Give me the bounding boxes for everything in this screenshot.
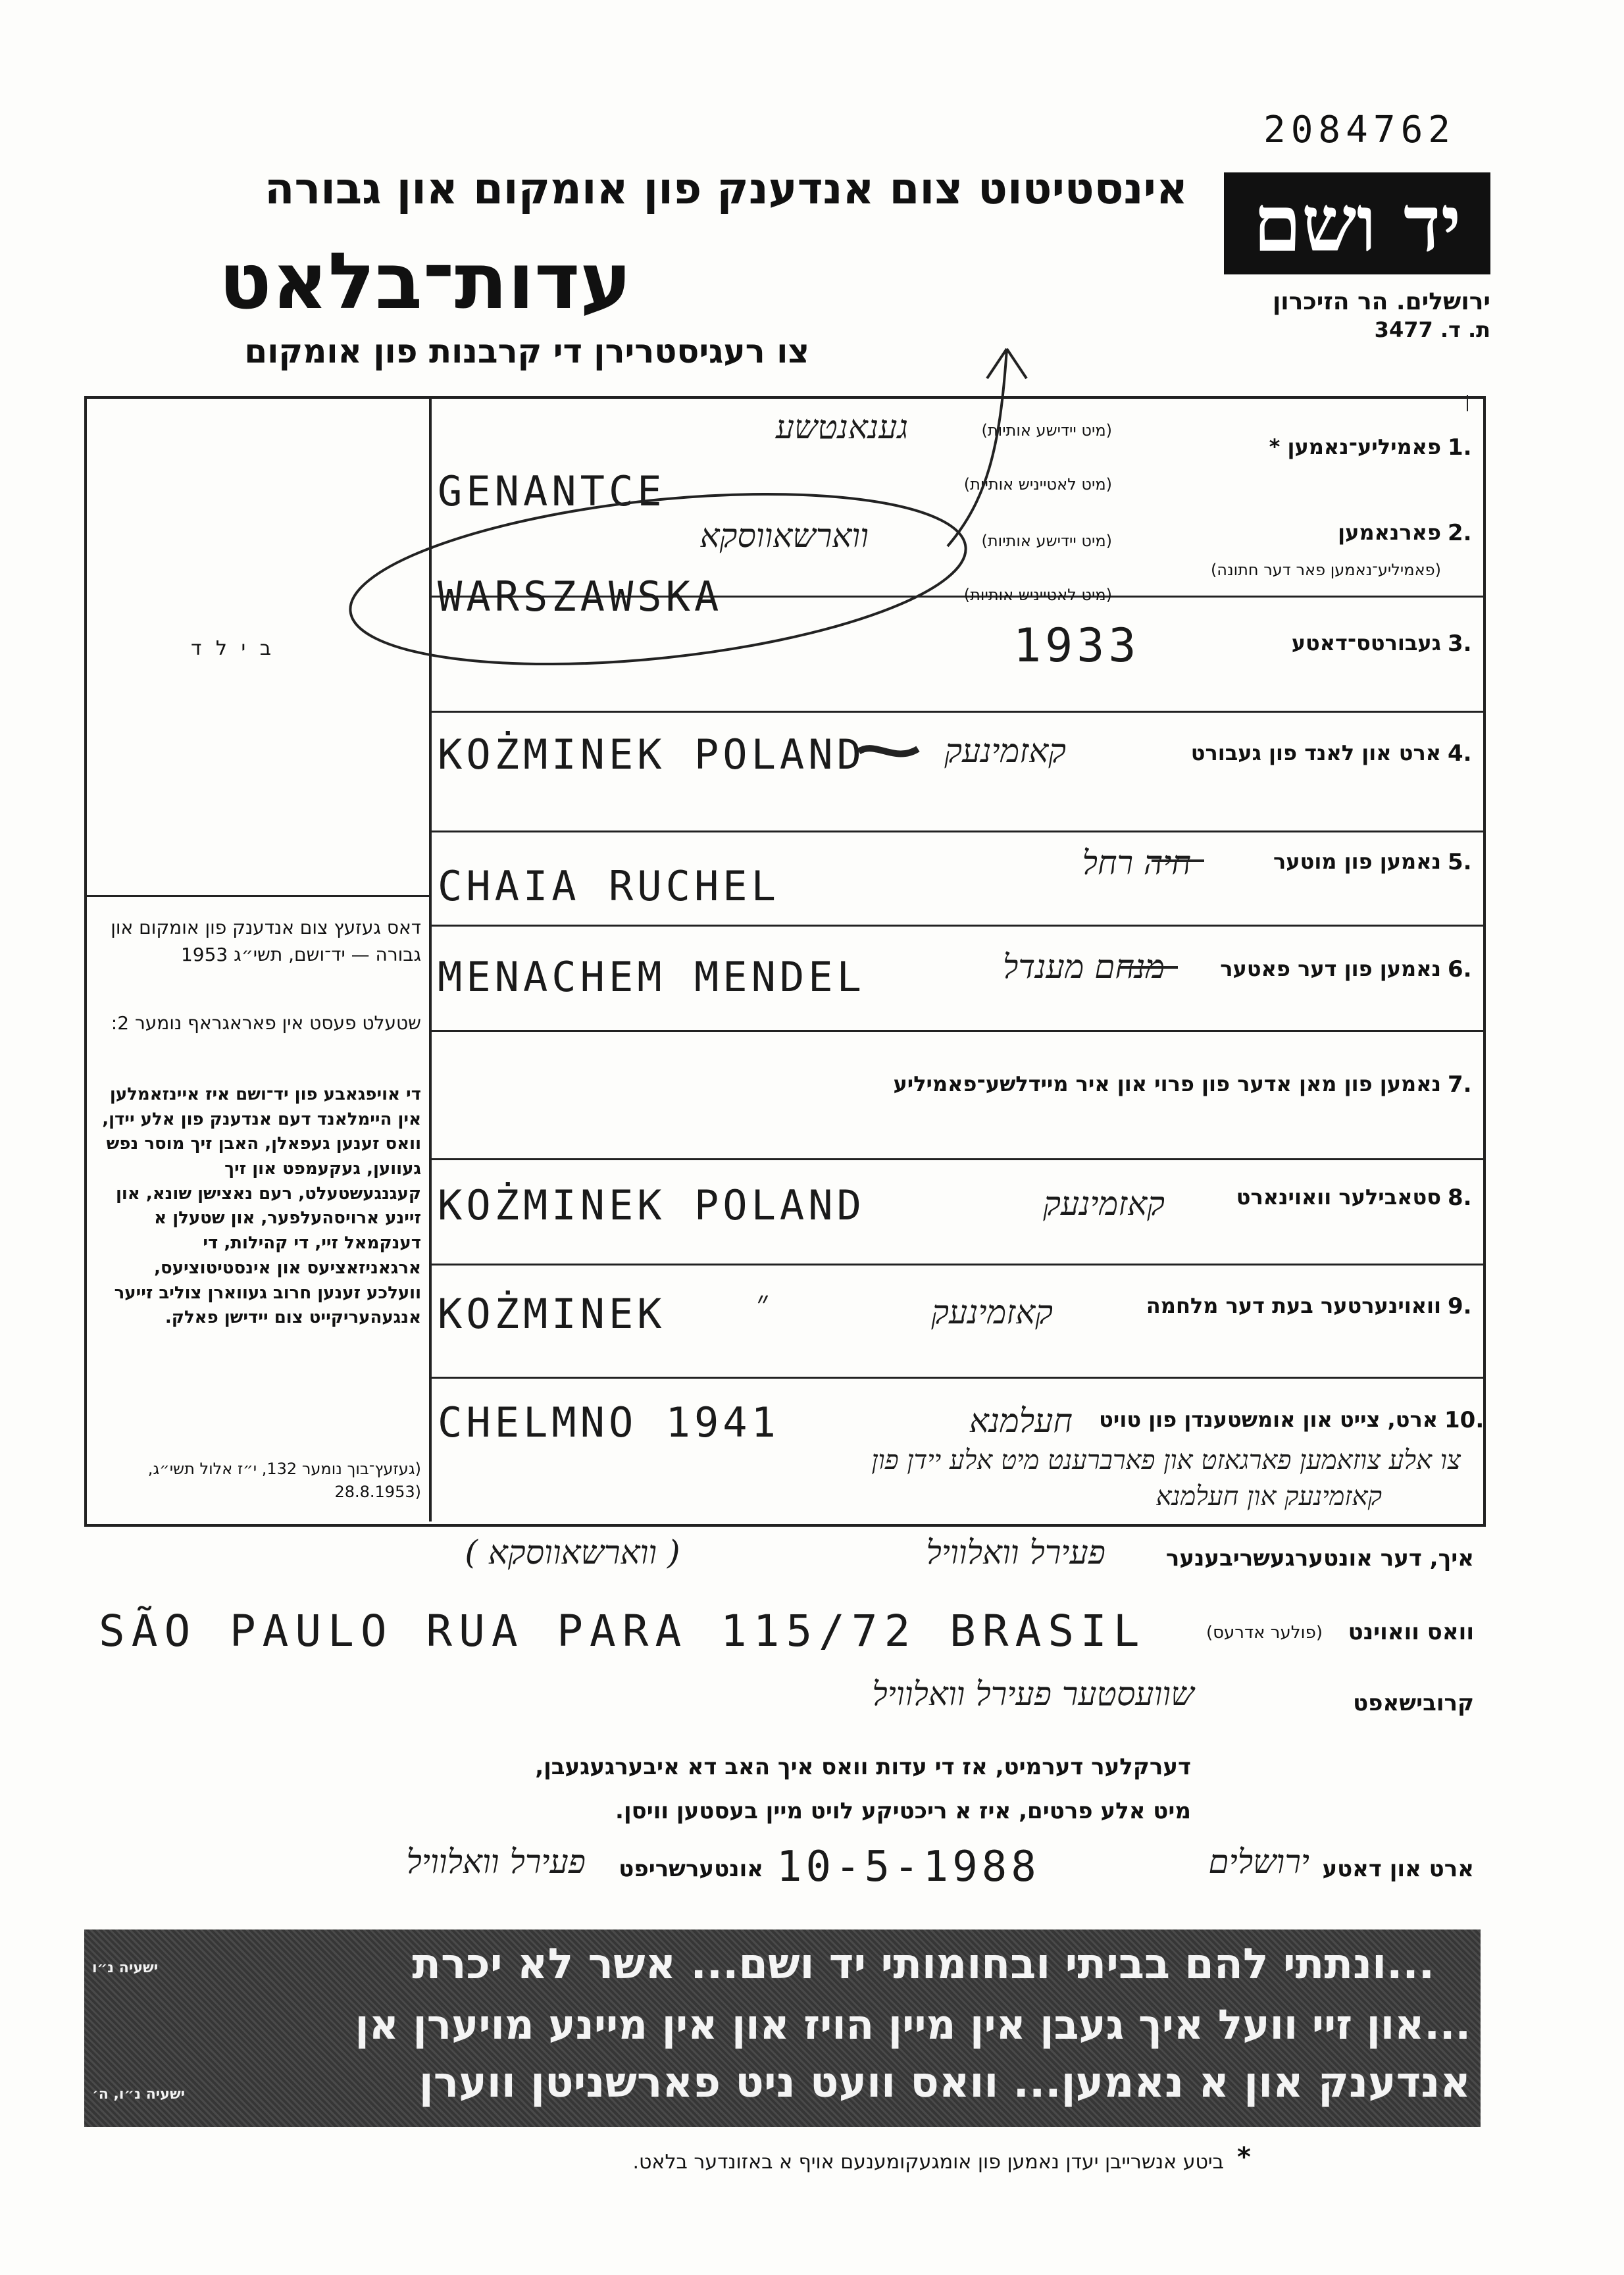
field-4-value-yiddish: קאזמינעק [944,732,1066,770]
field-6-value-yiddish: מנחם מענדל [1003,948,1165,986]
field-9-value-latin: KOŻMINEK [438,1290,666,1338]
field-1-value-yiddish: גענאנטשע [775,408,908,446]
field-10-number: 10. [1444,1407,1484,1433]
field-2-note: (פאמיליע־נאמען פאר דער חתונה) [1210,561,1441,579]
law-note-para3: די אויפגאבע פון יד־ושם איז איינזאמלען אין היימלאנד דעם אנדענק פון אלע יידן, וואס זענען געפאלן, האבן זיך מוסר נפש געווען, געקעמפט און זיך קעגנגעשטעלט, רעם נאצישן שונא, און זיינע ארויסהעלפער, און שטעלן א דענקמאל זיי, די קהילות, די ארגאניזאציעס און אינסטיטוציעס, וועלכע זענען חרוב געווארן צוליב זייער אנגעהעריקייט צום יידישן פאלק. [102,1085,421,1328]
relation-label: קרובישאפט [1353,1690,1474,1716]
field-1-sub-latin: (מיט לאטייניש אותיות) [963,475,1112,494]
field-5-label: נאמען פון מוטער [1273,849,1441,874]
quote-ref3: ישעיה נ״ו, ה׳ [92,2086,186,2103]
field-4-value-latin: KOŻMINEK POLAND [438,730,865,779]
declaration-line1: דערקלער דערמיט, אז די עדות וואס איך האב דא איבערגעגעבן, [535,1754,1191,1780]
field-2-sub-yiddish: (מיט יידישע אותיות) [981,532,1112,550]
field-7-label: נאמען פון מאן אדער פון פרוי און איר מיידלשע־פאמיליע [893,1071,1441,1096]
informant-label: איך, דער אונטערגעשריבענער [1165,1545,1474,1572]
field-1-number: 1. [1448,434,1472,461]
quote-line2: ...און זיי וועל איך געבן אין מיין הויז און אין מיינע מויערן אן [355,2001,1471,2049]
field-5-value-yiddish: חיה רחל [1082,844,1191,882]
field-9-value-yiddish: קאזמינעק [931,1293,1053,1331]
field-2-value-yiddish: ווארשאווסקא [699,517,869,555]
arrow-annotation [948,349,1027,546]
address-value: SÃO PAULO RUA PARA 115/72 BRASIL [99,1606,1146,1656]
loop-annotation [342,469,974,690]
field-2-number: 2. [1448,520,1472,546]
field-10-value-line3: קאזמינעק און חעלמנא [1155,1481,1382,1512]
field-3-value: 1933 [1013,619,1140,673]
date-value: 10-5-1988 [776,1843,1040,1891]
scribble-annotation [859,748,918,754]
institute-heading: אינסטיטוט צום אנדענק פון אומקום און גבורה [265,163,1188,214]
address-note: (פולער אדרעס) [1206,1623,1323,1643]
field-9-ditto-mark: ״ [757,1283,773,1321]
field-9-label: וואוינערטער בעת דער מלחמה [1146,1293,1441,1318]
field-2-label: פארנאמען [1338,520,1441,545]
footnote-star: * [1237,2142,1251,2172]
field-1-sub-yiddish: (מיט יידישע אותיות) [981,421,1112,440]
place-value: ירושלים [1208,1843,1309,1881]
field-5-value-latin: CHAIA RUCHEL [438,862,780,910]
place-date-label: ארט און דאטע [1322,1856,1474,1882]
field-6-label: נאמען פון דער פאטער [1220,956,1441,981]
field-6-number: 6. [1448,956,1472,983]
field-8-label: סטאבילער וואוינארט [1236,1185,1441,1210]
field-3-number: 3. [1448,630,1472,657]
quote-line1: ...ונתתי להם בביתי ובחומותי יד ושם... אשר לא יכרת [412,1940,1434,1989]
field-1-value-latin: GENANTCE [438,467,666,515]
logo-address-line1: ירושלים. הר הזיכרון [1272,288,1490,315]
field-2-value-latin: WARSZAWSKA [438,573,723,621]
field-1-label: פאמיליע־נאמען * [1269,434,1441,459]
field-10-label: ארט, צייט און אומשטענדן פון טויט [1099,1407,1438,1432]
law-note-para4: (געזעץ־בוך נומער 132, י״ז אלול תשי״ג, (28.8.1953 [147,1460,421,1501]
field-4-label: ארט און לאנד פון געבורט [1190,740,1441,765]
field-10-value-line2: צו אלע צוזאמען פארגאזט און פארברענט מיט אלע יידן פון [871,1445,1461,1475]
field-3-label: געבורטס־דאטע [1291,630,1441,655]
field-8-number: 8. [1448,1185,1472,1211]
quote-ref1: ישעיה נ״ו [92,1960,159,1976]
informant-name: פעירל וואלוויל [926,1533,1105,1572]
form-subtitle: צו רעגיסטרירן די קרבנות פון אומקום [244,332,809,371]
address-label: וואס וואוינט [1348,1619,1474,1645]
logo-address-line2: ת. ד. 3477 [1374,317,1490,342]
yad-vashem-logo: יד ושם [1224,172,1490,274]
serial-number: 2084762 [1263,109,1456,151]
field-4-number: 4. [1448,740,1472,767]
field-10-value-yiddish: חעלמנא [969,1402,1073,1440]
field-8-value-yiddish: קאזמינעק [1043,1185,1165,1223]
field-10-value-latin: CHELMNO 1941 [438,1398,780,1446]
signature-value: פעירל וואלוויל [406,1843,586,1881]
field-9-number: 9. [1448,1293,1472,1319]
declaration-line2: מיט אלע פרטים, איז א ריכטיקע לויט מיין בעסטען וויסן. [615,1798,1191,1824]
field-7-number: 7. [1448,1071,1472,1098]
field-6-value-latin: MENACHEM MENDEL [438,953,865,1001]
signature-label: אונטערשריפט [619,1856,763,1882]
quote-line3: אנדענק און א נאמען... וואס וועט ניט פארשניטן ווערן [419,2058,1471,2107]
informant-maiden-name: ( ווארשאווסקא ) [465,1533,680,1572]
law-note-para1: דאס געזעץ צום אנדענק פון אומקום און גבורה — יד־ושם, תשי״ג 1953 [111,917,421,965]
field-2-sub-latin: (מיט לאטייניש אותיות) [963,586,1112,604]
photo-label: ב י ל ד [191,637,276,660]
law-note-para2: שטעלט פעסט אין פאראגראף נומער 2: [111,1012,421,1034]
footnote: ביטע אנשרייבן יעדן נאמען פון אומגעקומענעם אויף א באזונדער בלאט. [632,2151,1224,2174]
relation-value: שוועסטער פעירל וואלוויל [872,1675,1194,1713]
form-title: עדות־בלאט [218,236,632,326]
field-5-number: 5. [1448,849,1472,875]
field-8-value-latin: KOŻMINEK POLAND [438,1181,865,1229]
